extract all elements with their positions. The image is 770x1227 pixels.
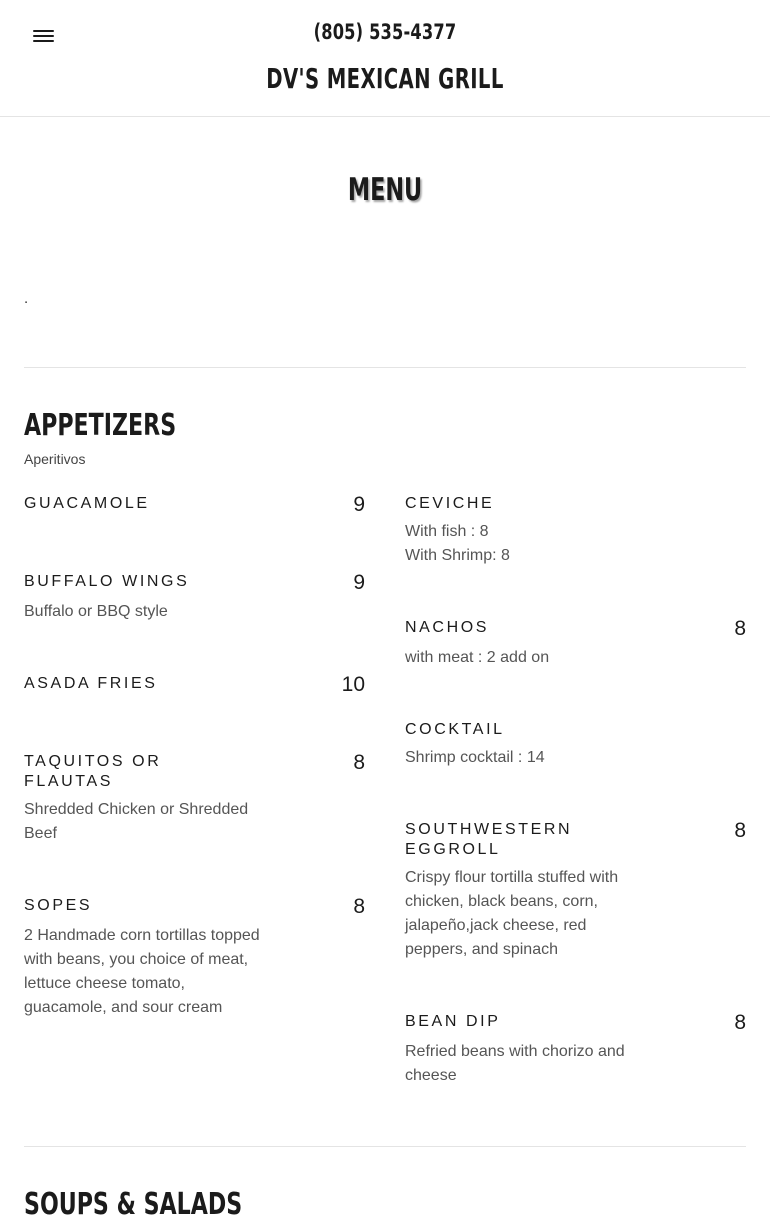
- item-description: Refried beans with chorizo and cheese: [405, 1043, 625, 1084]
- section-divider: [24, 367, 746, 368]
- item-price: 8: [734, 1011, 746, 1034]
- menu-item-cocktail: [405, 720, 746, 770]
- item-description: Shredded Chicken or Shredded Beef: [24, 801, 249, 842]
- item-price: 8: [353, 751, 365, 774]
- item-name: NACHOS: [405, 619, 490, 636]
- item-name: GUACAMOLE: [24, 495, 150, 512]
- item-price: 9: [353, 571, 365, 594]
- item-name: TAQUITOS OR FLAUTAS: [24, 753, 162, 790]
- item-description: Buffalo or BBQ style: [24, 603, 168, 620]
- item-name: BEAN DIP: [405, 1013, 501, 1030]
- item-price: 9: [353, 493, 365, 516]
- item-description-line: With fish : 8: [405, 523, 489, 540]
- site-title[interactable]: DV'S MEXICAN GRILL: [266, 62, 504, 95]
- item-name: ASADA FRIES: [24, 675, 158, 692]
- menu-item-guacamole: [24, 494, 365, 514]
- item-description-line: With Shrimp: 8: [405, 547, 510, 564]
- item-description: with meat : 2 add on: [405, 649, 550, 666]
- hamburger-menu-icon[interactable]: [33, 28, 54, 44]
- menu-item-asada-fries: [24, 674, 365, 694]
- item-description: Crispy flour tortilla stuffed with chicken, black beans, corn, jalapeño,jack cheese, red peppers, and spinach: [405, 869, 619, 958]
- menu-item-taquitos-or-flautas: [24, 752, 365, 846]
- menu-item-nachos: [405, 618, 746, 670]
- item-price: 10: [341, 673, 365, 696]
- intro-text: .: [24, 290, 29, 307]
- menu-item-buffalo-wings: [24, 572, 365, 624]
- item-price: 8: [734, 617, 746, 640]
- phone-link[interactable]: (805) 535-4377: [313, 20, 457, 44]
- item-name: CEVICHE: [405, 495, 495, 512]
- item-price: 8: [353, 895, 365, 918]
- item-name: BUFFALO WINGS: [24, 573, 190, 590]
- section-title-appetizers: APPETIZERS: [24, 408, 177, 443]
- item-name: SOPES: [24, 897, 93, 914]
- menu-item-sopes: [24, 896, 365, 1020]
- site-header: [0, 0, 770, 117]
- menu-item-ceviche: [405, 494, 746, 568]
- item-name: SOUTHWESTERN EGGROLL: [405, 821, 573, 858]
- item-name: COCKTAIL: [405, 721, 505, 738]
- section-divider: [24, 1146, 746, 1147]
- menu-item-bean-dip: [405, 1012, 746, 1088]
- section-subtitle-appetizers: Aperitivos: [24, 451, 86, 467]
- section-title-soups-salads: SOUPS & SALADS: [24, 1187, 243, 1222]
- menu-item-southwestern-eggroll: [405, 820, 746, 962]
- item-description: Shrimp cocktail : 14: [405, 749, 545, 766]
- item-description: [405, 520, 645, 568]
- page-title: MENU: [347, 172, 423, 208]
- item-price: 8: [734, 819, 746, 842]
- item-description: 2 Handmade corn tortillas topped with beans, you choice of meat, lettuce cheese tomato, guacamole, and sour cream: [24, 927, 260, 1016]
